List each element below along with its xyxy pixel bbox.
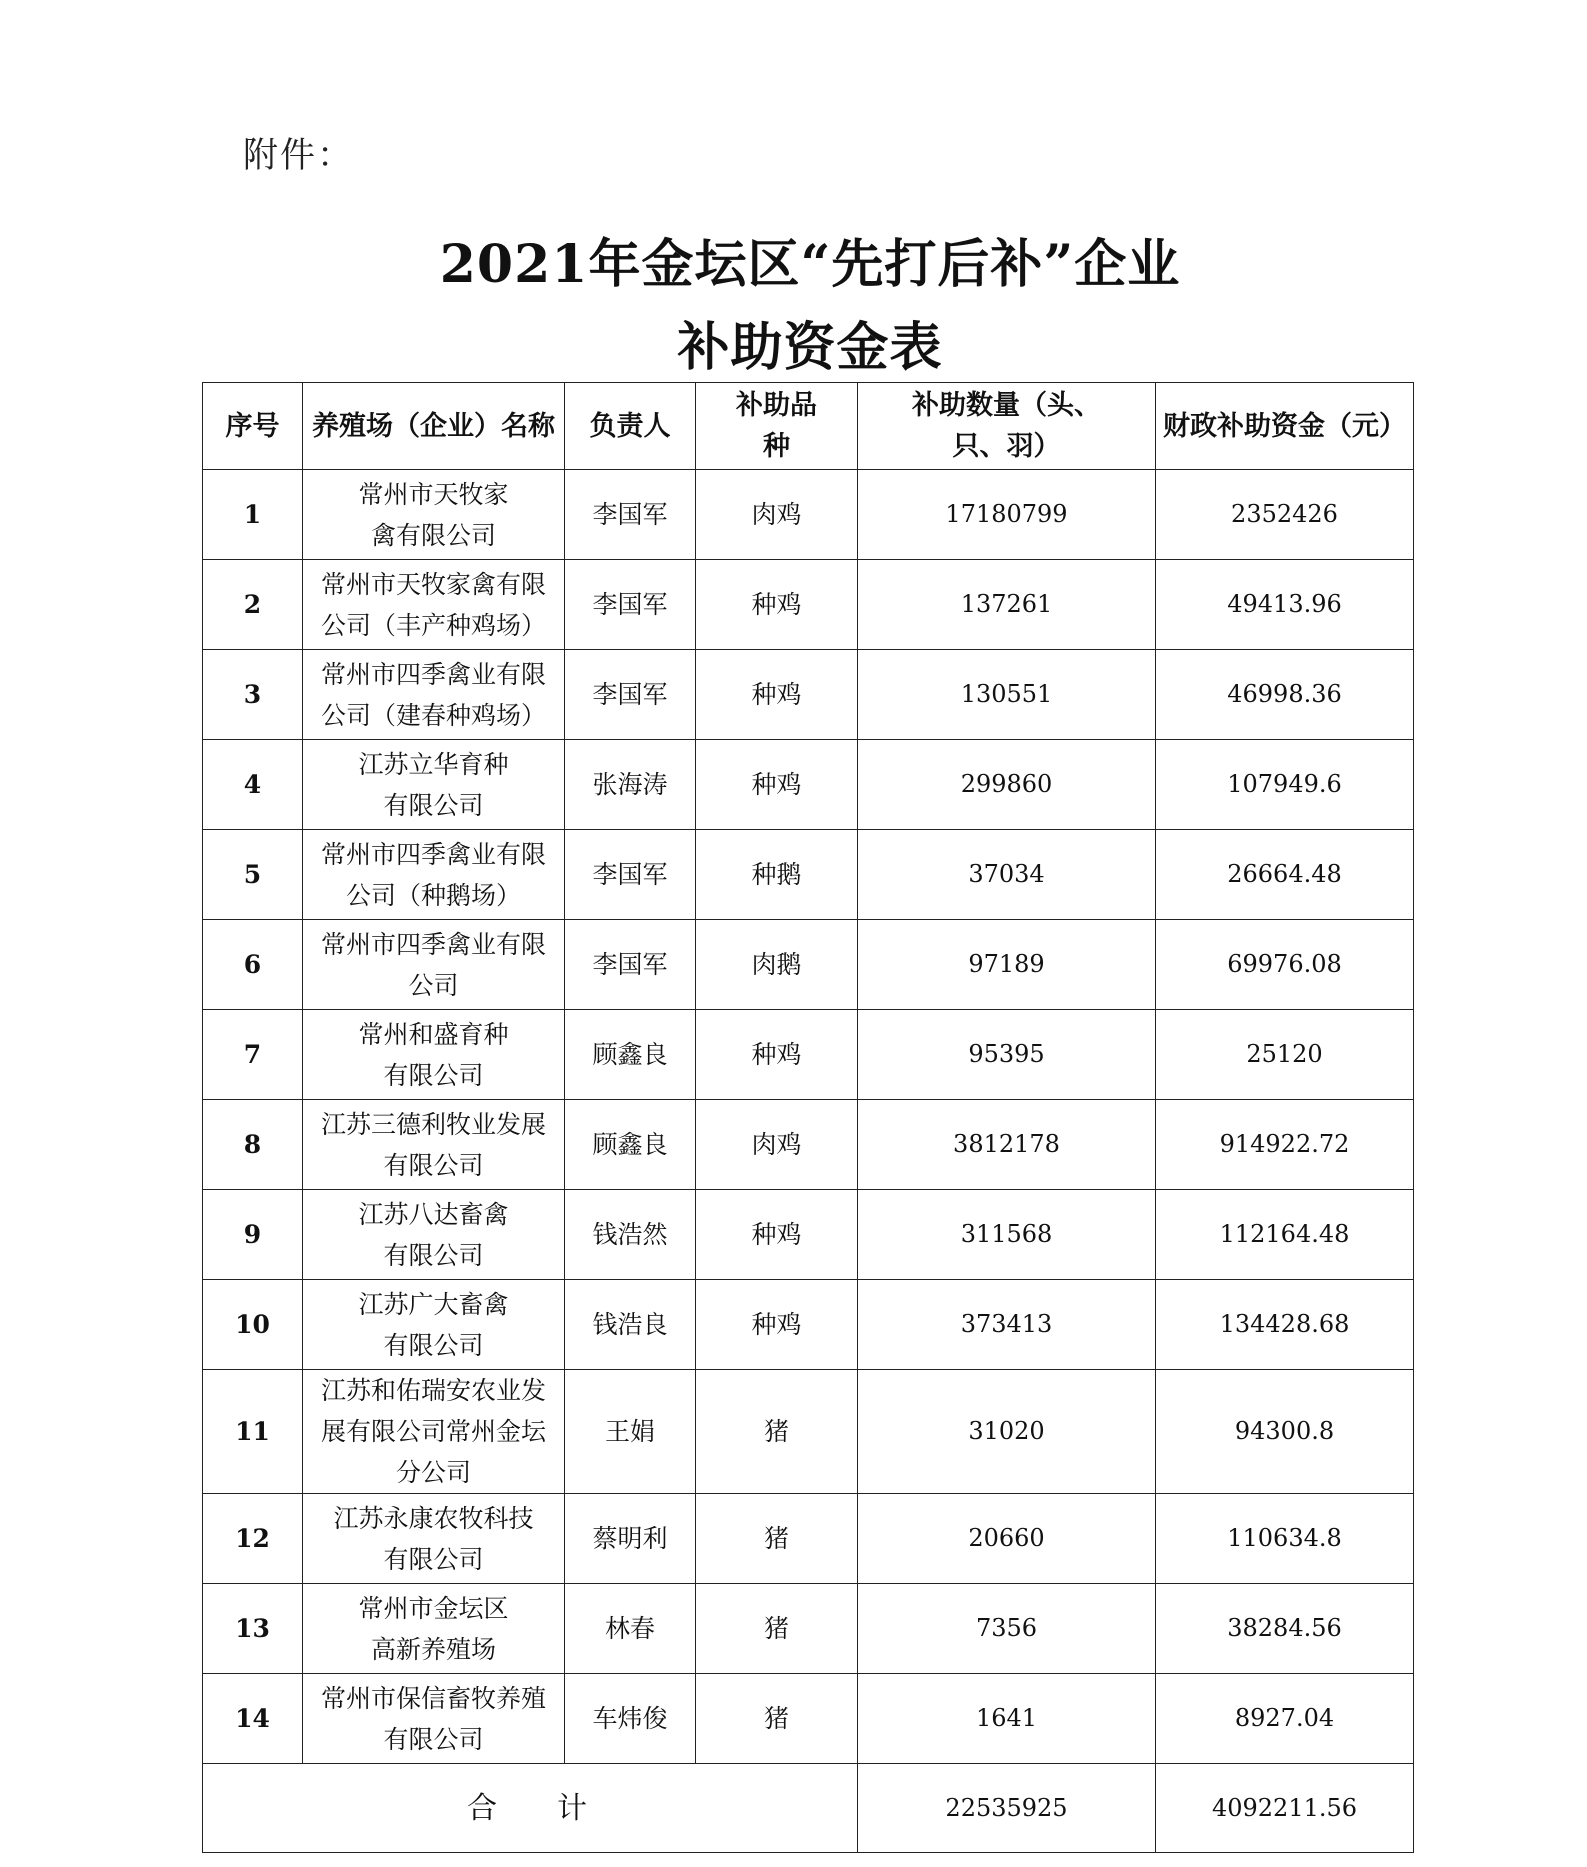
row-funds: 134428.68 <box>1156 1280 1414 1370</box>
table-row <box>203 470 1414 560</box>
row-kind: 种鸡 <box>696 560 858 650</box>
total-row <box>203 1764 1414 1853</box>
table-row <box>203 1100 1414 1190</box>
row-person: 李国军 <box>565 470 696 560</box>
row-index: 2 <box>203 560 303 650</box>
row-name: 江苏广大畜禽有限公司 <box>303 1280 565 1370</box>
table-row <box>203 560 1414 650</box>
row-person: 李国军 <box>565 560 696 650</box>
row-person: 李国军 <box>565 830 696 920</box>
row-kind: 种鸡 <box>696 650 858 740</box>
table-row <box>203 650 1414 740</box>
row-funds: 2352426 <box>1156 470 1414 560</box>
table-row <box>203 1674 1414 1764</box>
row-funds: 25120 <box>1156 1010 1414 1100</box>
row-kind: 种鸡 <box>696 1190 858 1280</box>
row-person: 顾鑫良 <box>565 1100 696 1190</box>
row-funds: 914922.72 <box>1156 1100 1414 1190</box>
row-quantity: 311568 <box>858 1190 1156 1280</box>
row-funds: 49413.96 <box>1156 560 1414 650</box>
row-funds: 107949.6 <box>1156 740 1414 830</box>
row-quantity: 20660 <box>858 1494 1156 1584</box>
subsidy-table <box>202 382 1414 1853</box>
row-name: 江苏八达畜禽有限公司 <box>303 1190 565 1280</box>
row-name: 常州市保信畜牧养殖有限公司 <box>303 1674 565 1764</box>
row-index: 12 <box>203 1494 303 1584</box>
row-kind: 种鸡 <box>696 1010 858 1100</box>
row-person: 王娟 <box>565 1370 696 1494</box>
row-name: 常州和盛育种有限公司 <box>303 1010 565 1100</box>
row-kind: 肉鸡 <box>696 470 858 560</box>
total-quantity: 22535925 <box>858 1764 1156 1853</box>
table-header-row <box>203 383 1414 470</box>
row-quantity: 373413 <box>858 1280 1156 1370</box>
row-kind: 猪 <box>696 1674 858 1764</box>
row-name: 常州市天牧家禽有限公司（丰产种鸡场） <box>303 560 565 650</box>
row-funds: 94300.8 <box>1156 1370 1414 1494</box>
header-person: 负责人 <box>565 383 696 470</box>
row-quantity: 97189 <box>858 920 1156 1010</box>
table-row <box>203 1010 1414 1100</box>
header-funds: 财政补助资金（元） <box>1156 383 1414 470</box>
row-index: 8 <box>203 1100 303 1190</box>
row-person: 蔡明利 <box>565 1494 696 1584</box>
row-quantity: 130551 <box>858 650 1156 740</box>
row-kind: 肉鸡 <box>696 1100 858 1190</box>
document-title-line-2: 补助资金表 <box>677 317 943 378</box>
row-quantity: 31020 <box>858 1370 1156 1494</box>
row-name: 江苏永康农牧科技有限公司 <box>303 1494 565 1584</box>
header-index: 序号 <box>203 383 303 470</box>
row-index: 10 <box>203 1280 303 1370</box>
row-name: 江苏立华育种有限公司 <box>303 740 565 830</box>
row-funds: 69976.08 <box>1156 920 1414 1010</box>
row-quantity: 1641 <box>858 1674 1156 1764</box>
row-name: 常州市四季禽业有限公司（种鹅场） <box>303 830 565 920</box>
row-quantity: 137261 <box>858 560 1156 650</box>
row-kind: 猪 <box>696 1584 858 1674</box>
row-funds: 110634.8 <box>1156 1494 1414 1584</box>
table-row <box>203 1494 1414 1584</box>
header-name: 养殖场（企业）名称 <box>303 383 565 470</box>
row-quantity: 17180799 <box>858 470 1156 560</box>
table-row <box>203 1190 1414 1280</box>
row-quantity: 299860 <box>858 740 1156 830</box>
row-funds: 46998.36 <box>1156 650 1414 740</box>
row-index: 13 <box>203 1584 303 1674</box>
row-kind: 种鸡 <box>696 1280 858 1370</box>
row-index: 7 <box>203 1010 303 1100</box>
table-row <box>203 830 1414 920</box>
table-row <box>203 1370 1414 1494</box>
row-name: 江苏和佑瑞安农业发展有限公司常州金坛分公司 <box>303 1370 565 1494</box>
row-index: 14 <box>203 1674 303 1764</box>
row-index: 1 <box>203 470 303 560</box>
row-index: 3 <box>203 650 303 740</box>
table-row <box>203 1280 1414 1370</box>
row-index: 6 <box>203 920 303 1010</box>
header-kind: 补助品种 <box>696 383 858 470</box>
row-name: 常州市四季禽业有限公司（建春种鸡场） <box>303 650 565 740</box>
row-person: 顾鑫良 <box>565 1010 696 1100</box>
row-quantity: 7356 <box>858 1584 1156 1674</box>
row-kind: 猪 <box>696 1370 858 1494</box>
row-person: 李国军 <box>565 920 696 1010</box>
row-kind: 种鸡 <box>696 740 858 830</box>
total-funds: 4092211.56 <box>1156 1764 1414 1853</box>
total-label: 合计 <box>203 1764 858 1853</box>
row-name: 常州市天牧家禽有限公司 <box>303 470 565 560</box>
row-index: 4 <box>203 740 303 830</box>
row-funds: 8927.04 <box>1156 1674 1414 1764</box>
row-quantity: 3812178 <box>858 1100 1156 1190</box>
document-title-line-1: 2021年金坛区“先打后补”企业 <box>439 234 1181 295</box>
row-kind: 猪 <box>696 1494 858 1584</box>
header-quantity: 补助数量（头、只、羽） <box>858 383 1156 470</box>
row-funds: 26664.48 <box>1156 830 1414 920</box>
row-index: 5 <box>203 830 303 920</box>
row-kind: 肉鹅 <box>696 920 858 1010</box>
row-kind: 种鹅 <box>696 830 858 920</box>
row-person: 钱浩然 <box>565 1190 696 1280</box>
row-name: 常州市四季禽业有限公司 <box>303 920 565 1010</box>
row-person: 钱浩良 <box>565 1280 696 1370</box>
row-quantity: 95395 <box>858 1010 1156 1100</box>
row-index: 9 <box>203 1190 303 1280</box>
row-index: 11 <box>203 1370 303 1494</box>
row-person: 李国军 <box>565 650 696 740</box>
row-funds: 38284.56 <box>1156 1584 1414 1674</box>
table-row <box>203 920 1414 1010</box>
row-name: 江苏三德利牧业发展有限公司 <box>303 1100 565 1190</box>
row-person: 林春 <box>565 1584 696 1674</box>
table-row <box>203 1584 1414 1674</box>
row-funds: 112164.48 <box>1156 1190 1414 1280</box>
row-quantity: 37034 <box>858 830 1156 920</box>
table-row <box>203 740 1414 830</box>
row-person: 车炜俊 <box>565 1674 696 1764</box>
row-person: 张海涛 <box>565 740 696 830</box>
row-name: 常州市金坛区高新养殖场 <box>303 1584 565 1674</box>
attachment-label: 附件： <box>243 136 355 176</box>
